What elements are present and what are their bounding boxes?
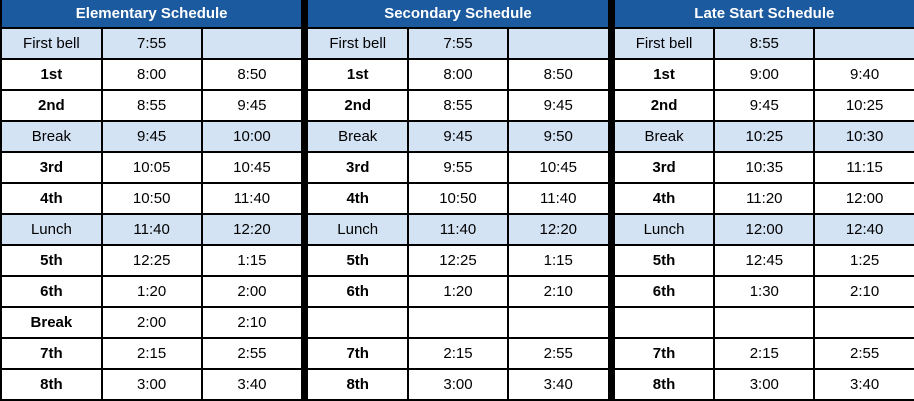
end-time-cell: 1:15 (508, 245, 608, 276)
start-time-cell (714, 307, 814, 338)
schedule-row (615, 245, 914, 276)
late-start-schedule-panel (615, 0, 914, 398)
period-cell (615, 307, 715, 338)
period-cell: 7th (2, 338, 102, 369)
table-title: Elementary Schedule (2, 0, 301, 28)
period-cell: 6th (2, 276, 102, 307)
end-time-cell: 9:45 (508, 90, 608, 121)
period-cell: 4th (308, 183, 408, 214)
elementary-schedule-table (2, 0, 301, 399)
start-time-cell: 10:35 (714, 152, 814, 183)
start-time-cell: 9:00 (714, 59, 814, 90)
end-time-cell (508, 28, 608, 59)
schedule-row (308, 152, 607, 183)
period-cell: 3rd (308, 152, 408, 183)
period-cell: 3rd (2, 152, 102, 183)
period-cell: 5th (308, 245, 408, 276)
end-time-cell: 9:40 (814, 59, 914, 90)
schedule-row (308, 338, 607, 369)
schedule-row (2, 183, 301, 214)
start-time-cell (408, 307, 508, 338)
start-time-cell: 2:15 (714, 338, 814, 369)
start-time-cell: 11:40 (102, 214, 202, 245)
end-time-cell: 9:50 (508, 121, 608, 152)
end-time-cell: 10:30 (814, 121, 914, 152)
schedule-row (2, 307, 301, 338)
start-time-cell: 12:25 (408, 245, 508, 276)
schedule-row (615, 338, 914, 369)
start-time-cell: 11:20 (714, 183, 814, 214)
schedule-row (308, 245, 607, 276)
period-cell: First bell (308, 28, 408, 59)
period-cell: 8th (615, 369, 715, 399)
period-cell: Lunch (615, 214, 715, 245)
start-time-cell: 9:45 (408, 121, 508, 152)
schedule-row (2, 152, 301, 183)
schedule-row (2, 338, 301, 369)
table-title: Late Start Schedule (615, 0, 914, 28)
end-time-cell: 2:10 (202, 307, 302, 338)
end-time-cell: 2:10 (508, 276, 608, 307)
start-time-cell: 2:00 (102, 307, 202, 338)
schedule-row (308, 121, 607, 152)
schedule-row (308, 183, 607, 214)
elementary-schedule-panel (2, 0, 301, 398)
start-time-cell: 10:25 (714, 121, 814, 152)
schedule-row (308, 369, 607, 399)
start-time-cell: 8:00 (408, 59, 508, 90)
end-time-cell: 3:40 (202, 369, 302, 399)
period-cell: First bell (2, 28, 102, 59)
period-cell: 2nd (615, 90, 715, 121)
schedule-row (308, 90, 607, 121)
schedule-row (308, 276, 607, 307)
end-time-cell: 1:25 (814, 245, 914, 276)
secondary-schedule-panel (308, 0, 607, 398)
start-time-cell: 1:20 (408, 276, 508, 307)
period-cell: First bell (615, 28, 715, 59)
period-cell: 4th (615, 183, 715, 214)
start-time-cell: 12:00 (714, 214, 814, 245)
end-time-cell: 12:20 (508, 214, 608, 245)
period-cell: 6th (615, 276, 715, 307)
schedule-row (615, 121, 914, 152)
start-time-cell: 8:55 (408, 90, 508, 121)
end-time-cell: 8:50 (202, 59, 302, 90)
schedule-row (615, 276, 914, 307)
period-cell: 6th (308, 276, 408, 307)
schedule-row (615, 28, 914, 59)
table-title: Secondary Schedule (308, 0, 607, 28)
table-header-row (2, 0, 301, 28)
period-cell: Lunch (308, 214, 408, 245)
end-time-cell: 10:45 (508, 152, 608, 183)
period-cell: 2nd (308, 90, 408, 121)
end-time-cell: 11:40 (508, 183, 608, 214)
schedule-row (615, 59, 914, 90)
period-cell: Break (615, 121, 715, 152)
schedule-row (615, 369, 914, 399)
schedule-row (308, 28, 607, 59)
end-time-cell: 12:40 (814, 214, 914, 245)
start-time-cell: 11:40 (408, 214, 508, 245)
period-cell: 1st (615, 59, 715, 90)
schedule-row (2, 245, 301, 276)
period-cell: 8th (2, 369, 102, 399)
end-time-cell: 1:15 (202, 245, 302, 276)
start-time-cell: 10:50 (102, 183, 202, 214)
period-cell: 1st (2, 59, 102, 90)
end-time-cell (814, 28, 914, 59)
start-time-cell: 9:55 (408, 152, 508, 183)
period-cell: Break (308, 121, 408, 152)
start-time-cell: 8:55 (714, 28, 814, 59)
period-cell: 8th (308, 369, 408, 399)
start-time-cell: 9:45 (714, 90, 814, 121)
end-time-cell: 2:10 (814, 276, 914, 307)
period-cell: 1st (308, 59, 408, 90)
start-time-cell: 2:15 (102, 338, 202, 369)
schedule-row (2, 59, 301, 90)
start-time-cell: 3:00 (714, 369, 814, 399)
schedule-row (2, 214, 301, 245)
table-header-row (615, 0, 914, 28)
end-time-cell: 9:45 (202, 90, 302, 121)
period-cell: Break (2, 307, 102, 338)
start-time-cell: 1:20 (102, 276, 202, 307)
start-time-cell: 3:00 (102, 369, 202, 399)
schedule-row (2, 369, 301, 399)
period-cell: 5th (615, 245, 715, 276)
end-time-cell: 10:00 (202, 121, 302, 152)
schedule-row (2, 121, 301, 152)
schedule-row (308, 59, 607, 90)
late-start-schedule-table (615, 0, 914, 399)
end-time-cell: 2:00 (202, 276, 302, 307)
end-time-cell: 8:50 (508, 59, 608, 90)
period-cell: 7th (615, 338, 715, 369)
start-time-cell: 9:45 (102, 121, 202, 152)
end-time-cell: 11:15 (814, 152, 914, 183)
end-time-cell: 10:25 (814, 90, 914, 121)
end-time-cell (508, 307, 608, 338)
start-time-cell: 8:00 (102, 59, 202, 90)
period-cell: 7th (308, 338, 408, 369)
period-cell: 5th (2, 245, 102, 276)
schedule-row (308, 307, 607, 338)
schedule-row (615, 214, 914, 245)
end-time-cell: 12:20 (202, 214, 302, 245)
period-cell: Lunch (2, 214, 102, 245)
secondary-schedule-table (308, 0, 607, 399)
period-cell: 2nd (2, 90, 102, 121)
start-time-cell: 10:05 (102, 152, 202, 183)
end-time-cell: 3:40 (814, 369, 914, 399)
period-cell (308, 307, 408, 338)
schedule-row (615, 183, 914, 214)
period-cell: 3rd (615, 152, 715, 183)
start-time-cell: 3:00 (408, 369, 508, 399)
end-time-cell: 12:00 (814, 183, 914, 214)
start-time-cell: 7:55 (102, 28, 202, 59)
start-time-cell: 2:15 (408, 338, 508, 369)
end-time-cell: 2:55 (814, 338, 914, 369)
start-time-cell: 12:45 (714, 245, 814, 276)
schedule-row (308, 214, 607, 245)
end-time-cell (202, 28, 302, 59)
period-cell: Break (2, 121, 102, 152)
end-time-cell: 3:40 (508, 369, 608, 399)
schedule-row (615, 307, 914, 338)
schedule-row (2, 28, 301, 59)
end-time-cell: 2:55 (202, 338, 302, 369)
schedule-row (615, 152, 914, 183)
table-header-row (308, 0, 607, 28)
end-time-cell (814, 307, 914, 338)
schedule-row (2, 276, 301, 307)
schedule-row (2, 90, 301, 121)
end-time-cell: 10:45 (202, 152, 302, 183)
start-time-cell: 1:30 (714, 276, 814, 307)
start-time-cell: 12:25 (102, 245, 202, 276)
start-time-cell: 10:50 (408, 183, 508, 214)
start-time-cell: 7:55 (408, 28, 508, 59)
end-time-cell: 2:55 (508, 338, 608, 369)
schedule-row (615, 90, 914, 121)
period-cell: 4th (2, 183, 102, 214)
start-time-cell: 8:55 (102, 90, 202, 121)
end-time-cell: 11:40 (202, 183, 302, 214)
